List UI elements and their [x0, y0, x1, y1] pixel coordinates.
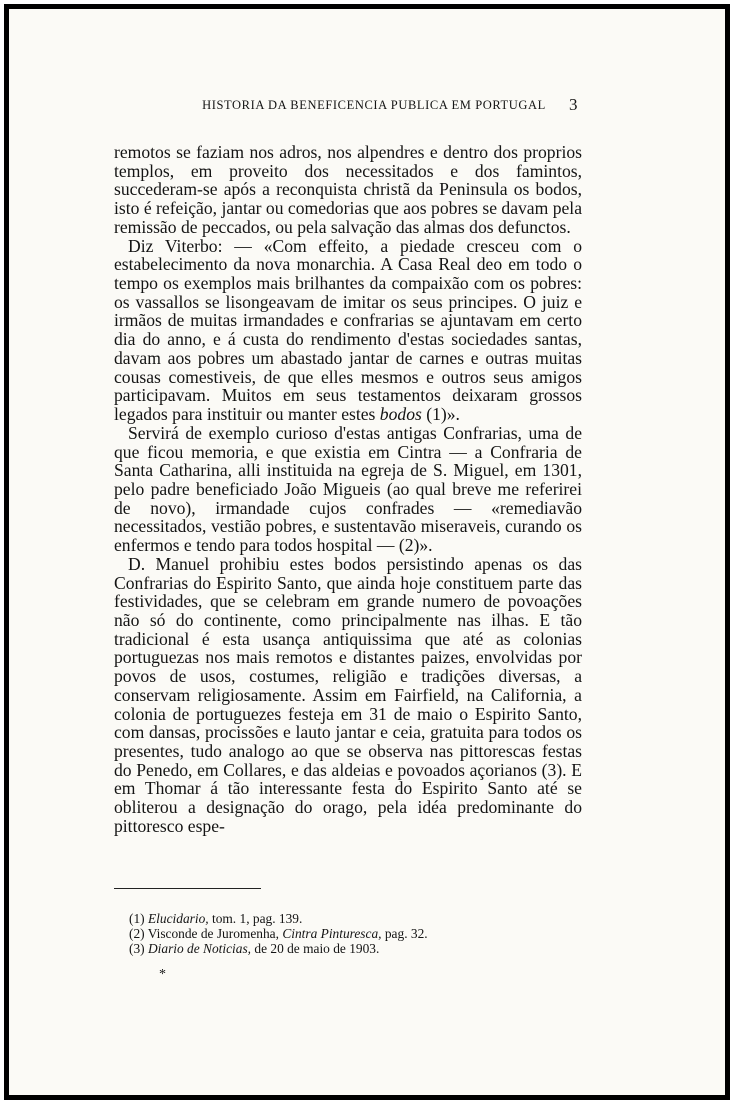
paragraph-2-text: Diz Viterbo: — «Com effeito, a piedade cresceu com o estabelecimento da nova monarchia. A Casa Real deo em todo o tempo os exemplos mais brilhantes da compaixão com os pobres: os vassallos se lisongeavam de imitar os seus principes. O juiz e irmãos de muitas irmandades e confrarias se ajuntavam em certo dia do anno, e á custa do rendimento d'estas sociedades santas, davam aos pobres um abastado jantar de carnes e outras muitas cousas comestiveis, de que elles mesmos e outros seus amigos participavam. Muitos em seus testamentos deixaram grossos legados para instituir ou manter estes — [114, 235, 582, 425]
paragraph-4: D. Manuel prohibiu estes bodos persistindo apenas os das Confrarias do Espirito Santo, que ainda hoje constituem parte das festividades, que se celebram em grande numero de povoações não só do continente, como principalmente nas ilhas. E tão tradicional é esta usança antiquissima que até as colonias portuguezas nos mais remotos e distantes paizes, envolvidas por povos de usos, costumes, religião e tradições diversas, a conservam religiosamente. Assim em Fairfield, na California, a colonia de portuguezes festeja em 31 de maio o Espirito Santo, com dansas, procissões e lauto jantar e ceia, gratuita para todos os presentes, tudo analogo ao que se observa nas pittorescas festas do Penedo, em Collares, e das aldeias e povoados açorianos (3). E em Thomar á tão interessante festa do Espirito Santo até se obliterou a designação do orago, pela idéa predominante do pittoresco espe- — [114, 553, 582, 836]
footnote-title: Diario de Noticias, — [147, 941, 252, 956]
page-frame — [4, 4, 730, 1100]
ornament-asterisk-icon: * — [159, 967, 166, 982]
paragraph-2-footnote-ref: (1)». — [426, 404, 460, 425]
footnote-ref: tom. 1, pag. 139. — [211, 911, 303, 926]
paragraph-2-italic: bodos — [379, 404, 422, 425]
footnote-number: (3) — [129, 941, 145, 956]
footnote-ref: pag. 32. — [384, 926, 428, 941]
footnote-1 — [129, 911, 569, 926]
main-text — [114, 143, 582, 836]
footnote-ref: de 20 de maio de 1903. — [254, 941, 380, 956]
footnote-title: Elucidario, — [147, 911, 209, 926]
paragraph-3: Servirá de exemplo curioso d'estas antigas Confrarias, uma de que ficou memoria, e que existia em Cintra — a Confraria de Santa Catharina, alli instituida na egreja de S. Miguel, em 1301, pelo padre beneficiado João Migueis (ao qual breve me referirei de novo), irmandade cujos confrades — «remediavão necessitados, vestião pobres, e sustentavão miseraveis, curando os enfermos e tendo para todos hospital — (2)». — [114, 422, 582, 556]
paragraph-1: remotos se faziam nos adros, nos alpendres e dentro dos proprios templos, em proveito dos necessitados e dos famintos, succederam-se após a reconquista christã da Peninsula os bodos, isto é refeição, jantar ou comedorias que aos pobres se davam pela remissão de peccados, ou pela salvação das almas dos defunctos. — [114, 142, 583, 237]
footnote-author: Visconde de Juromenha, — [147, 926, 279, 941]
footnote-number: (2) — [129, 926, 145, 941]
page-number: 3 — [569, 95, 578, 114]
footnote-2 — [129, 926, 569, 941]
footnote-number: (1) — [129, 911, 145, 926]
footnote-3 — [129, 941, 569, 956]
running-header: HISTORIA DA BENEFICENCIA PUBLICA EM PORTUGAL — [202, 98, 546, 112]
footnote-divider — [114, 888, 261, 889]
footnotes — [129, 911, 569, 956]
paragraph-2 — [114, 237, 582, 424]
footnote-title: Cintra Pinturesca, — [282, 926, 382, 941]
